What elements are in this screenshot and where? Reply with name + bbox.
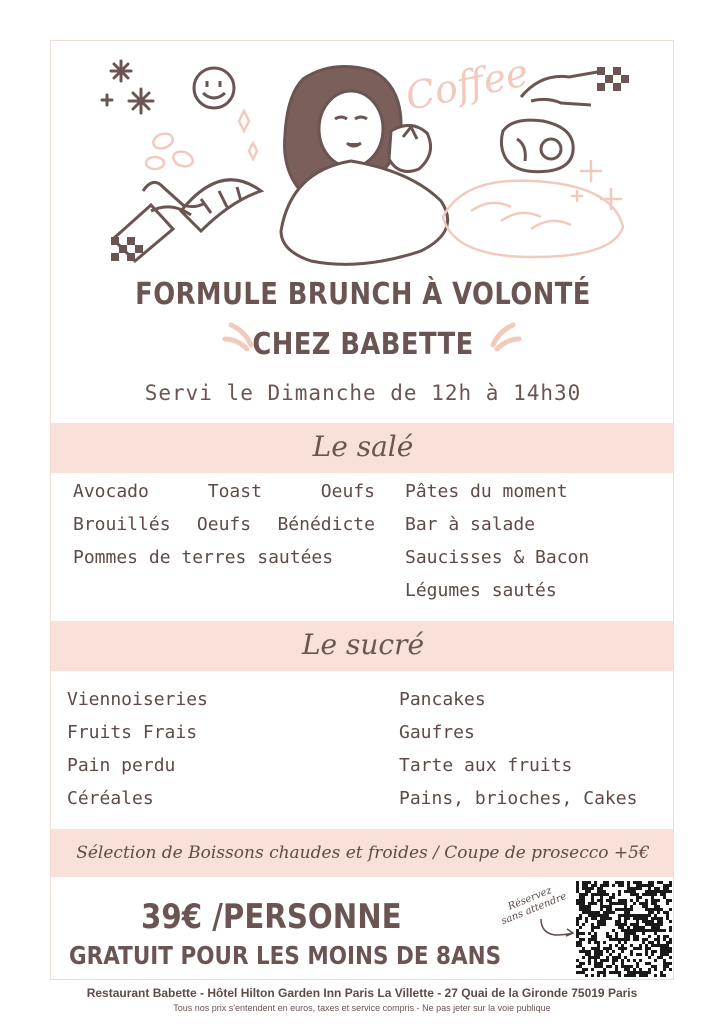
qr-code-icon[interactable] <box>576 881 672 977</box>
free-under-8-label: GRATUIT POUR LES MOINS DE 8ANS <box>69 941 502 970</box>
served-time: Servi le Dimanche de 12h à 14h30 <box>144 381 582 405</box>
sucre-left-list <box>67 683 367 815</box>
list-item: Pain perdu <box>67 755 176 776</box>
page-title: FORMULE BRUNCH À VOLONTÉ <box>135 277 591 312</box>
sale-title: Le salé <box>312 430 414 463</box>
list-item: Fruits Frais <box>67 722 198 743</box>
footer-note: Tous nos prix s'entendent en euros, taxes et service compris - Ne pas jeter sur la voie publique <box>173 1003 551 1013</box>
list-item: Tarte aux fruits <box>399 755 573 776</box>
list-item: Pains, brioches, Cakes <box>399 788 638 809</box>
sucre-band <box>51 621 674 671</box>
brunch-illustration <box>51 41 674 291</box>
list-item: Viennoiseries <box>67 689 208 710</box>
page-subtitle: CHEZ BABETTE <box>252 327 474 362</box>
coffee-beans-icon <box>146 111 257 169</box>
list-item: Saucisses & Bacon <box>405 547 590 568</box>
price-label: 39€ /PERSONNE <box>141 897 402 937</box>
pain-au-chocolat-icon <box>501 120 573 172</box>
list-item: Céréales <box>67 788 154 809</box>
drinks-banner: Sélection de Boissons chaudes et froides / Coupe de prosecco +5€ <box>51 829 674 877</box>
sucre-right-list <box>399 683 673 815</box>
sale-band <box>51 423 674 473</box>
sparkle-icon-right <box>572 161 621 209</box>
footer-address: Restaurant Babette - Hôtel Hilton Garden Inn Paris La Villette - 27 Quai de la Gironde 75019 Paris <box>86 986 638 1000</box>
checker-cuff-right <box>597 67 629 91</box>
sparkle-icon <box>102 61 153 113</box>
sale-left-list: Avocado Toast Oeufs Brouillés Oeufs Bénédicte Pommes de terres sautées <box>73 481 375 568</box>
list-item: Légumes sautés <box>405 580 557 601</box>
sucre-title: Le sucré <box>301 628 425 661</box>
list-item: Pâtes du moment <box>405 481 568 502</box>
splash-icon <box>483 315 523 355</box>
sale-right-list <box>405 475 665 607</box>
coffee-label: Coffee <box>401 50 533 119</box>
list-item: Bar à salade <box>405 514 536 535</box>
bread-icon <box>443 181 623 257</box>
arrow-icon <box>537 915 577 945</box>
menu-card <box>50 40 674 980</box>
list-item: Pancakes <box>399 689 486 710</box>
reserve-note: Réservez sans attendre <box>499 885 569 928</box>
right-hand-icon <box>521 71 603 105</box>
smiley-icon <box>194 68 234 108</box>
list-item: Gaufres <box>399 722 475 743</box>
